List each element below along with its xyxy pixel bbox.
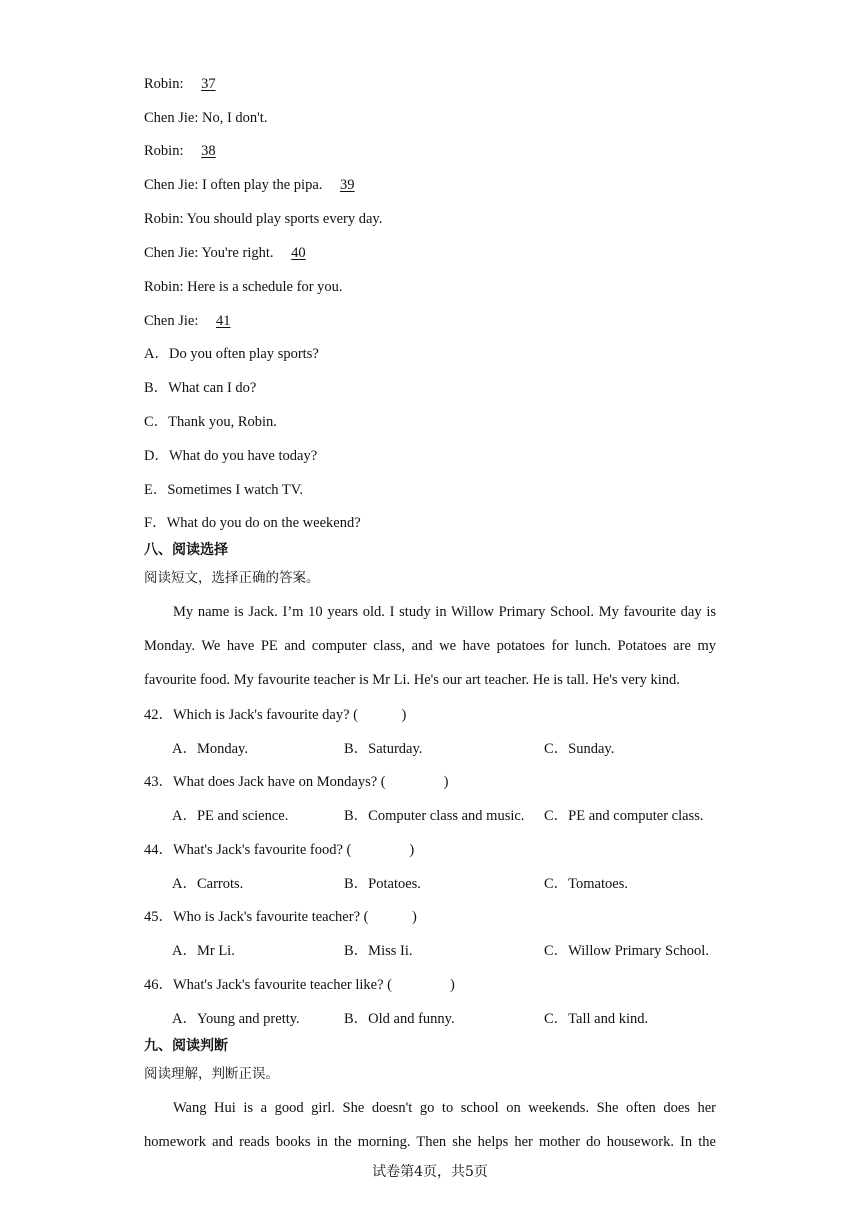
option-c[interactable]: C．Sunday.: [544, 741, 615, 757]
speaker: Chen Jie:: [144, 313, 199, 329]
choice-option: F．What do you do on the weekend?: [144, 515, 361, 531]
dialogue-text: Here is a schedule for you.: [187, 279, 343, 295]
option-a[interactable]: A．Young and pretty.: [172, 1011, 300, 1027]
speaker: Robin:: [144, 279, 184, 295]
speaker: Robin:: [144, 76, 184, 92]
option-a[interactable]: A．Monday.: [172, 741, 248, 757]
reading-passage: [144, 1091, 716, 1159]
dialogue-line-38: [144, 142, 230, 160]
choice-option: C．Thank you, Robin.: [144, 414, 277, 430]
dialogue-text: No, I don't.: [202, 110, 268, 126]
question-44: 44．What's Jack's favourite food? ( ): [144, 842, 415, 858]
section-instruction: 阅读短文，选择正确的答案。: [144, 570, 320, 586]
answer-blank[interactable]: 39: [340, 177, 355, 193]
dialogue-text: I often play the pipa.: [202, 177, 323, 193]
question-45: 45．Who is Jack's favourite teacher? ( ): [144, 909, 417, 925]
option-b[interactable]: B．Saturday.: [344, 741, 423, 757]
question-43: 43．What does Jack have on Mondays? ( ): [144, 774, 449, 790]
question-42: 42．Which is Jack's favourite day? ( ): [144, 707, 407, 723]
answer-blank[interactable]: 37: [201, 76, 216, 92]
speaker: Chen Jie:: [144, 110, 199, 126]
option-c[interactable]: C．Tomatoes.: [544, 876, 628, 892]
dialogue-line-40: [144, 244, 320, 262]
option-b[interactable]: B．Old and funny.: [344, 1011, 455, 1027]
speaker: Robin:: [144, 143, 184, 159]
answer-blank[interactable]: 41: [216, 313, 231, 329]
dialogue-line-37: [144, 75, 230, 93]
dialogue-line: [144, 210, 382, 228]
section-title: 八、阅读选择: [144, 542, 228, 558]
dialogue-line-39: [144, 176, 369, 194]
dialogue-line-41: [144, 312, 245, 330]
section-instruction: 阅读理解，判断正误。: [144, 1066, 279, 1082]
page-footer: 试卷第4页，共5页: [372, 1164, 488, 1180]
choice-option: A．Do you often play sports?: [144, 346, 319, 362]
choice-option: E．Sometimes I watch TV.: [144, 482, 303, 498]
speaker: Chen Jie:: [144, 177, 199, 193]
choice-option: B．What can I do?: [144, 380, 257, 396]
choice-option: D．What do you have today?: [144, 448, 318, 464]
option-c[interactable]: C．PE and computer class.: [544, 808, 704, 824]
section-title: 九、阅读判断: [144, 1038, 228, 1054]
answer-blank[interactable]: 40: [291, 245, 306, 261]
option-b[interactable]: B．Computer class and music.: [344, 808, 525, 824]
dialogue-line: [144, 109, 267, 127]
option-a[interactable]: A．Carrots.: [172, 876, 244, 892]
option-a[interactable]: A．Mr Li.: [172, 943, 235, 959]
speaker: Chen Jie:: [144, 245, 199, 261]
option-a[interactable]: A．PE and science.: [172, 808, 289, 824]
option-b[interactable]: B．Potatoes.: [344, 876, 421, 892]
passage-line: Wang Hui is a good girl. She doesn't go to school on weekends. She often does her: [173, 1100, 716, 1116]
speaker: Robin:: [144, 211, 184, 227]
dialogue-text: You're right.: [201, 245, 274, 261]
answer-blank[interactable]: 38: [201, 143, 216, 159]
reading-passage: My name is Jack. I’m 10 years old. I study in Willow Primary School. My favourite day is Monday. We have PE and computer class, and we have potatoes for lunch. Potatoes are my favourite food. My favourite teacher is Mr Li. He's our art teacher. He is tall. He's very kind.: [144, 604, 716, 688]
option-c[interactable]: C．Willow Primary School.: [544, 943, 709, 959]
option-b[interactable]: B．Miss Ii.: [344, 943, 413, 959]
option-c[interactable]: C．Tall and kind.: [544, 1011, 649, 1027]
passage-line: homework and reads books in the morning. Then she helps her mother do housework. In the: [144, 1134, 716, 1150]
dialogue-line: [144, 278, 343, 296]
question-46: 46．What's Jack's favourite teacher like? ( ): [144, 977, 455, 993]
dialogue-text: You should play sports every day.: [186, 211, 383, 227]
